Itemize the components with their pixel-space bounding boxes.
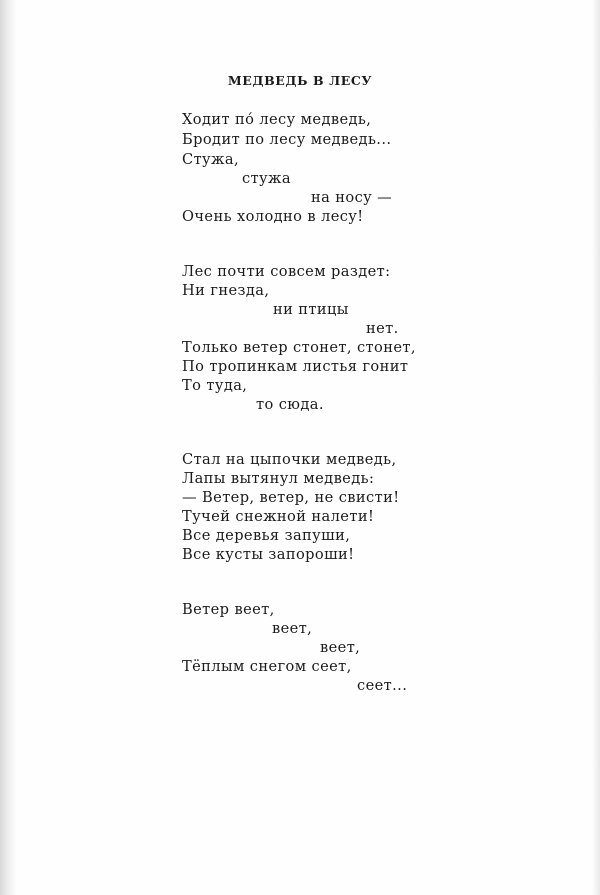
- poem-title: МЕДВЕДЬ В ЛЕСУ: [227, 73, 373, 88]
- poem-line: — Ветер, ветер, не свисти!: [182, 489, 400, 506]
- poem-line: нет.: [366, 320, 399, 337]
- poem-line: Лес почти совсем раздет:: [182, 263, 391, 280]
- poem-line: Ни гнезда,: [182, 282, 270, 299]
- poem-line: Ветер веет,: [182, 601, 275, 618]
- poem-line: веет,: [272, 620, 313, 637]
- poem-line: Стужа,: [182, 151, 239, 168]
- poem-line: Лапы вытянул медведь:: [182, 470, 375, 487]
- poem-line: По тропинкам листья гонит: [182, 358, 409, 375]
- poem-line: Только ветер стонет, стонет,: [182, 339, 416, 356]
- page-binding-shadow: [0, 0, 16, 895]
- poem-line: стужа: [242, 170, 291, 187]
- poem-line: Все деревья запуши,: [182, 527, 351, 544]
- poem-line: Ходит по́ лесу медведь,: [182, 111, 372, 128]
- poem-line: То туда,: [182, 377, 248, 394]
- poem-line: Все кусты запороши!: [182, 546, 355, 563]
- poem-line: Очень холодно в лесу!: [182, 208, 364, 225]
- poem-line: то сюда.: [256, 396, 324, 413]
- poem-line: ни птицы: [273, 301, 349, 318]
- page-edge-shadow: [592, 0, 600, 895]
- poem-line: Тучей снежной налети!: [182, 508, 375, 525]
- poem-line: Тёплым снегом сеет,: [182, 658, 352, 675]
- poem-line: Стал на цыпочки медведь,: [182, 451, 397, 468]
- poem-line: веет,: [320, 639, 361, 656]
- poem-line: на носу —: [311, 189, 393, 206]
- poem-line: Бродит по лесу медведь...: [182, 131, 392, 148]
- poem-line: сеет...: [357, 677, 408, 694]
